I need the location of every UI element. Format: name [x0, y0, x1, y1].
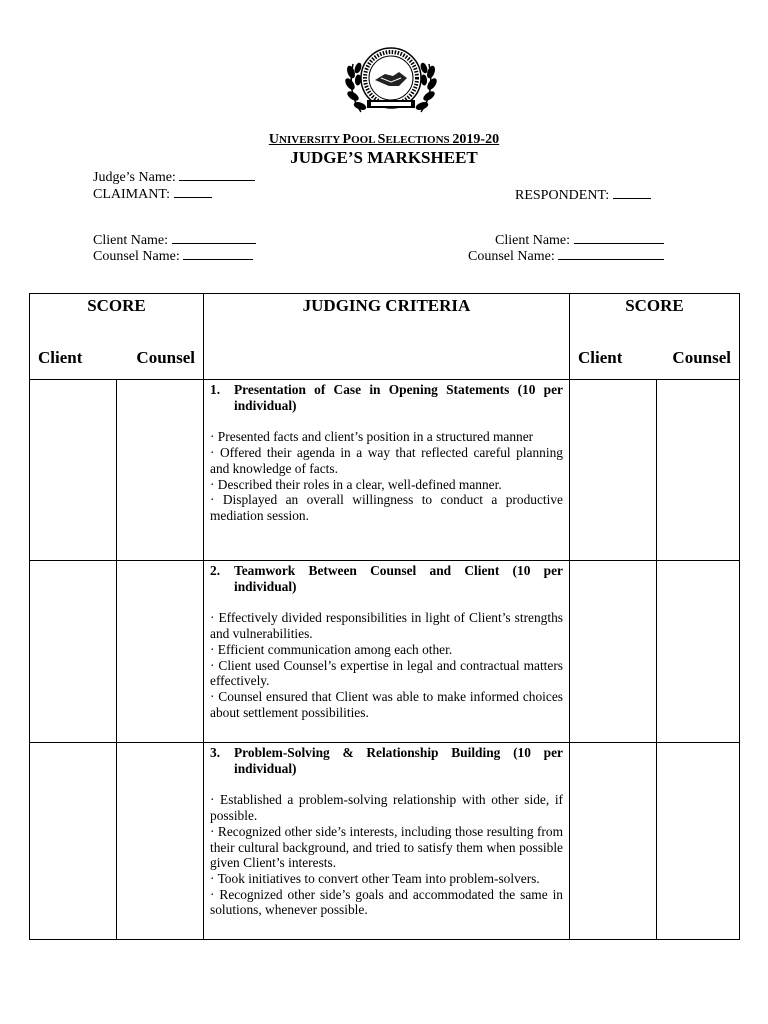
client-score-cell[interactable]	[30, 380, 117, 561]
client-column-label: Client	[38, 348, 83, 367]
criterion-bullet: · Presented facts and client’s position in a structured manner	[210, 429, 534, 445]
score-header-right	[570, 294, 740, 380]
counsel-name-blank[interactable]	[183, 247, 253, 260]
client-name-label: Client Name:	[93, 233, 169, 248]
counsel-name-blank[interactable]	[558, 247, 664, 260]
criteria-label: JUDGING CRITERIA	[302, 296, 471, 315]
counsel-score-cell[interactable]	[657, 561, 740, 743]
criterion-cell	[204, 743, 570, 940]
score-label: SCORE	[625, 296, 684, 315]
criterion-title: Problem-Solving & Relationship Building (10 per individual)	[234, 745, 563, 776]
claimant-field[interactable]	[93, 185, 212, 203]
client-score-cell[interactable]	[570, 743, 657, 940]
counsel-score-cell[interactable]	[117, 743, 204, 940]
criterion-cell	[204, 561, 570, 743]
respondent-counsel-name-field[interactable]	[468, 247, 664, 265]
score-header-left	[30, 294, 204, 380]
claimant-counsel-name-field[interactable]	[93, 247, 253, 265]
criterion-number: 2.	[210, 563, 221, 578]
table-header-row	[30, 294, 740, 380]
table-row	[30, 743, 740, 940]
counsel-name-label: Counsel Name:	[93, 249, 180, 264]
counsel-score-cell[interactable]	[117, 561, 204, 743]
criterion-title: Presentation of Case in Opening Statements (10 per individual)	[234, 382, 563, 413]
respondent-blank[interactable]	[613, 186, 651, 199]
client-score-cell[interactable]	[570, 380, 657, 561]
client-score-cell[interactable]	[30, 743, 117, 940]
criterion-bullet: · Recognized other side’s goals and accommodated the same in solutions, whenever possible.	[210, 886, 563, 918]
table-row	[30, 561, 740, 743]
criterion-bullet: · Recognized other side’s interests, including those resulting from their cultural background, and tried to satisfy them when possible given Client’s interests.	[210, 823, 563, 871]
respondent-label: RESPONDENT:	[515, 188, 610, 203]
claimant-label: CLAIMANT:	[93, 187, 171, 202]
counsel-name-label: Counsel Name:	[468, 249, 555, 264]
criterion-bullet: · Displayed an overall willingness to conduct a productive mediation session.	[210, 492, 563, 523]
criterion-bullet: · Offered their agenda in a way that reflected careful planning and knowledge of facts.	[210, 445, 563, 476]
criterion-bullet: · Took initiatives to convert other Team into problem-solvers.	[210, 870, 540, 886]
respondent-field[interactable]	[515, 186, 651, 204]
table-row	[30, 380, 740, 561]
criterion-bullet: · Established a problem-solving relationship with other side, if possible.	[210, 792, 563, 824]
client-name-blank[interactable]	[172, 231, 256, 244]
document-subtitle: UNIVERSITY POOL SELECTIONS 2019-20	[268, 132, 500, 147]
criterion-number: 3.	[210, 745, 221, 760]
score-label: SCORE	[87, 296, 146, 315]
criterion-bullet: · Described their roles in a clear, well-defined manner.	[210, 476, 502, 492]
judge-name-blank[interactable]	[179, 168, 255, 181]
judge-name-label: Judge’s Name:	[93, 170, 176, 185]
counsel-score-cell[interactable]	[657, 380, 740, 561]
university-seal-logo	[341, 42, 441, 122]
criterion-bullet: · Counsel ensured that Client was able to make informed choices about settlement possibilities.	[210, 688, 563, 720]
client-score-cell[interactable]	[30, 561, 117, 743]
claimant-blank[interactable]	[174, 185, 212, 198]
client-column-label: Client	[578, 348, 623, 367]
criterion-cell	[204, 380, 570, 561]
counsel-score-cell[interactable]	[657, 743, 740, 940]
counsel-score-cell[interactable]	[117, 380, 204, 561]
marksheet-table	[29, 293, 740, 940]
criteria-header	[204, 294, 570, 380]
criterion-title: Teamwork Between Counsel and Client (10 per individual)	[234, 563, 563, 594]
client-score-cell[interactable]	[570, 561, 657, 743]
criterion-bullet: · Effectively divided responsibilities in light of Client’s strengths and vulnerabilities.	[210, 610, 563, 642]
criterion-number: 1.	[210, 382, 221, 397]
criterion-bullet: · Efficient communication among each other.	[210, 641, 453, 657]
judge-name-field[interactable]	[93, 168, 255, 186]
client-name-label: Client Name:	[495, 233, 571, 248]
counsel-column-label: Counsel	[136, 348, 195, 367]
client-name-blank[interactable]	[574, 231, 664, 244]
criterion-bullet: · Client used Counsel’s expertise in legal and contractual matters effectively.	[210, 657, 563, 689]
counsel-column-label: Counsel	[672, 348, 731, 367]
document-title: JUDGE’S MARKSHEET	[290, 148, 478, 167]
